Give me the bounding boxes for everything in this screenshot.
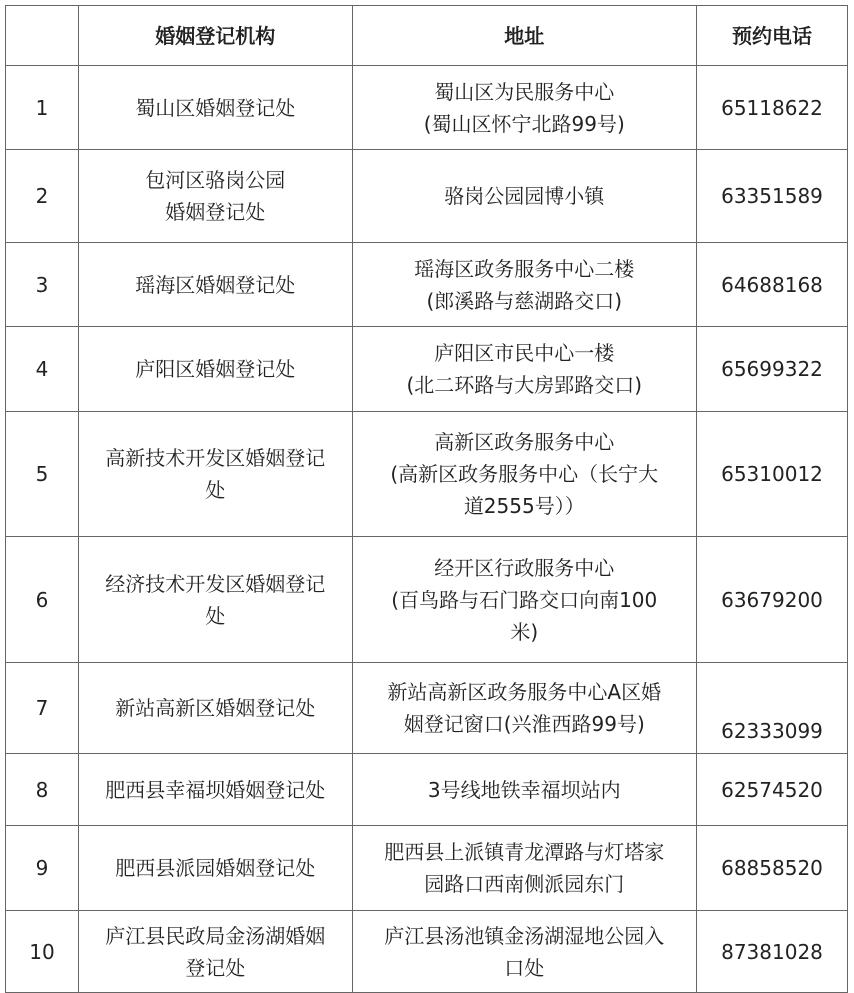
address bbox=[352, 150, 697, 243]
address-line: 口处 bbox=[504, 955, 545, 980]
table-row bbox=[6, 150, 848, 243]
address-line: 庐阳区市民中心一楼 bbox=[434, 341, 615, 365]
office-name-line: 庐阳区婚姻登记处 bbox=[135, 357, 296, 381]
registry-office-name bbox=[78, 911, 352, 993]
address-line: 肥西县上派镇青龙潭路与灯塔家 bbox=[384, 840, 665, 864]
header-org: 婚姻登记机构 bbox=[78, 6, 352, 66]
registry-office-name bbox=[78, 412, 352, 537]
table-row bbox=[6, 537, 848, 663]
header-address: 地址 bbox=[352, 6, 697, 66]
address-line: (百鸟路与石门路交口向南100 bbox=[391, 587, 658, 612]
phone-number: 87381028 bbox=[697, 911, 848, 993]
address-line: 瑶海区政务服务中心二楼 bbox=[414, 256, 635, 281]
address bbox=[352, 412, 697, 537]
phone-number: 63351589 bbox=[697, 150, 848, 243]
registry-office-name bbox=[78, 66, 352, 150]
row-index: 2 bbox=[6, 150, 79, 243]
office-name-line: 登记处 bbox=[185, 955, 246, 980]
registry-office-name bbox=[78, 537, 352, 663]
registry-office-name bbox=[78, 754, 352, 826]
address bbox=[352, 826, 697, 911]
phone-number: 65310012 bbox=[697, 412, 848, 537]
address-line: (高新区政务服务中心（长宁大 bbox=[390, 462, 659, 486]
address bbox=[352, 911, 697, 993]
office-name-line: 经济技术开发区婚姻登记 bbox=[105, 571, 326, 596]
office-name-line: 肥西县派园婚姻登记处 bbox=[115, 856, 316, 880]
office-name-line: 处 bbox=[205, 603, 226, 628]
phone-number: 65118622 bbox=[697, 66, 848, 150]
table-row bbox=[6, 911, 848, 993]
table-row bbox=[6, 826, 848, 911]
office-name-line: 高新技术开发区婚姻登记 bbox=[105, 446, 326, 470]
address-line: 高新区政务服务中心 bbox=[434, 430, 615, 454]
row-index: 4 bbox=[6, 327, 79, 412]
table-row bbox=[6, 243, 848, 327]
registry-office-name bbox=[78, 826, 352, 911]
address bbox=[352, 537, 697, 663]
row-index: 9 bbox=[6, 826, 79, 911]
office-name-line: 庐江县民政局金汤湖婚姻 bbox=[105, 923, 326, 948]
address-line: 经开区行政服务中心 bbox=[434, 555, 615, 580]
table-row bbox=[6, 663, 848, 754]
row-index: 7 bbox=[6, 663, 79, 754]
phone-number: 64688168 bbox=[697, 243, 848, 327]
address-line: 新站高新区政务服务中心A区婚 bbox=[387, 680, 662, 704]
address-line: (蜀山区怀宁北路99号) bbox=[423, 111, 625, 136]
address bbox=[352, 243, 697, 327]
address-line: 道2555号）） bbox=[463, 494, 585, 518]
row-index: 3 bbox=[6, 243, 79, 327]
office-name-line: 瑶海区婚姻登记处 bbox=[135, 272, 296, 297]
row-index: 6 bbox=[6, 537, 79, 663]
address-line: 3号线地铁幸福坝站内 bbox=[427, 777, 621, 802]
row-index: 8 bbox=[6, 754, 79, 826]
registry-table bbox=[5, 5, 848, 993]
address-line: (北二环路与大房郢路交口) bbox=[406, 373, 643, 397]
address bbox=[352, 66, 697, 150]
address-line: 蜀山区为民服务中心 bbox=[434, 79, 615, 104]
address-line: 米) bbox=[510, 619, 539, 644]
header-index bbox=[6, 6, 79, 66]
address bbox=[352, 327, 697, 412]
phone-number: 63679200 bbox=[697, 537, 848, 663]
office-name-line: 肥西县幸福坝婚姻登记处 bbox=[105, 777, 326, 802]
office-name-line: 处 bbox=[205, 478, 226, 502]
office-name-line: 包河区骆岗公园 bbox=[145, 168, 286, 192]
address bbox=[352, 663, 697, 754]
table-row bbox=[6, 327, 848, 412]
row-index: 1 bbox=[6, 66, 79, 150]
registry-office-name bbox=[78, 327, 352, 412]
row-index: 10 bbox=[6, 911, 79, 993]
table-row bbox=[6, 412, 848, 537]
office-name-line: 婚姻登记处 bbox=[165, 200, 266, 224]
office-name-line: 新站高新区婚姻登记处 bbox=[115, 696, 316, 720]
address-line: 骆岗公园园博小镇 bbox=[444, 184, 605, 208]
header-phone: 预约电话 bbox=[697, 6, 848, 66]
address-line: 园路口西南侧派园东门 bbox=[424, 872, 625, 896]
phone-number: 62333099 bbox=[697, 663, 848, 754]
office-name-line: 蜀山区婚姻登记处 bbox=[135, 95, 296, 120]
address-line: (郎溪路与慈湖路交口) bbox=[426, 288, 623, 313]
registry-office-name bbox=[78, 150, 352, 243]
header-row bbox=[6, 6, 848, 66]
phone-number: 68858520 bbox=[697, 826, 848, 911]
address-line: 姻登记窗口(兴淮西路99号) bbox=[403, 712, 645, 736]
registry-office-name bbox=[78, 663, 352, 754]
phone-number: 62574520 bbox=[697, 754, 848, 826]
table-row bbox=[6, 66, 848, 150]
table-row bbox=[6, 754, 848, 826]
address-line: 庐江县汤池镇金汤湖湿地公园入 bbox=[384, 923, 665, 948]
address bbox=[352, 754, 697, 826]
registry-office-name bbox=[78, 243, 352, 327]
phone-number: 65699322 bbox=[697, 327, 848, 412]
table-body bbox=[6, 66, 848, 993]
row-index: 5 bbox=[6, 412, 79, 537]
